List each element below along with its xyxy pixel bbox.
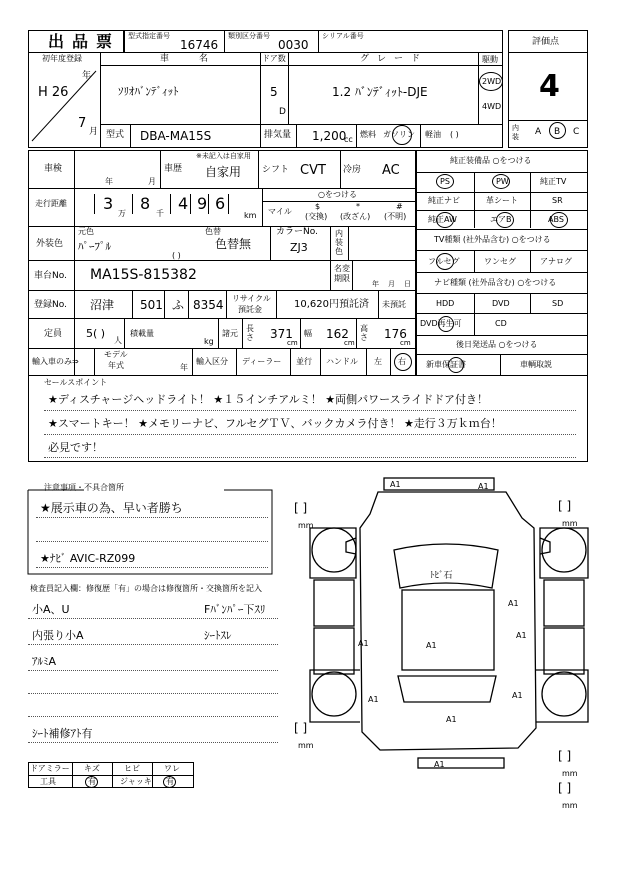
score-label: 評価点	[532, 37, 560, 47]
sales-line3: 必見です！	[48, 441, 103, 454]
legend-h0: ドアミラー	[30, 764, 70, 773]
equip-ps-circle	[436, 174, 454, 189]
navi-header: ナビ種類 (社外品含む) ○をつける	[434, 278, 557, 287]
interior-label: 内装	[512, 124, 519, 141]
handle-right-circle	[394, 353, 412, 371]
mileage-d3: 4	[178, 194, 189, 213]
legend-h3: ワレ	[164, 764, 180, 773]
name-change-year: 年	[372, 280, 379, 288]
damage-mark-rear: A1	[446, 715, 457, 724]
equip-leather: 革シート	[486, 196, 518, 205]
interior-b-circle	[549, 122, 566, 139]
fuel-gasoline: ガソリン	[383, 130, 415, 139]
handle-right: 右	[398, 357, 406, 366]
interior-b: B	[554, 127, 561, 137]
first-reg-year-unit: 年	[82, 71, 92, 81]
import-year-unit: 年	[180, 363, 188, 372]
mileage-opt-exchange-sym: $	[315, 202, 321, 211]
tv-fullseg: フルセグ	[428, 257, 460, 266]
ruibetsu-value: 0030	[278, 38, 309, 52]
interior-c: C	[573, 127, 580, 137]
tv-header: TV種類 (社外品含む) ○をつける	[434, 235, 551, 244]
color-no-label: カラーNo.	[276, 227, 318, 237]
doors-value: 5	[270, 85, 278, 99]
length-value: 371	[270, 327, 293, 341]
form-title: 出品票	[48, 32, 121, 51]
mm-bracket-rl: [ ]	[294, 721, 308, 735]
color-current-label: 色替	[205, 227, 221, 236]
recycle-label2: 預託金	[238, 305, 262, 314]
import-kubun-label: 輸入区分	[196, 357, 228, 366]
width-value: 162	[326, 327, 349, 341]
equip-abs: ABS	[548, 215, 564, 224]
height-label: 高さ	[360, 324, 368, 342]
model-label: 型式	[106, 130, 125, 140]
import-model-year1: モデル	[104, 350, 128, 359]
handle-left: 左	[374, 357, 382, 366]
damage-mark-roof: A1	[426, 641, 437, 650]
fuel-other: ( )	[450, 130, 459, 139]
mileage-d4: 9	[197, 194, 208, 213]
inspector-l1-right: Fﾊﾞﾝﾊﾟｰ下ｽﾘ	[204, 603, 266, 616]
tv-analog: アナログ	[540, 257, 572, 266]
car-name-label: 車名	[160, 54, 239, 64]
mileage-man: 万	[118, 209, 126, 218]
drive-4wd: 4WD	[482, 102, 502, 111]
first-reg-month-unit: 月	[89, 127, 99, 137]
fuel-diesel: 軽油	[425, 130, 441, 139]
shaken-month-unit: 月	[148, 177, 156, 186]
history-note: ※未記入は自家用	[196, 152, 251, 160]
grade-label: グレード	[360, 54, 429, 64]
inspector-l2-right: ｼｰﾄｽﾚ	[204, 629, 232, 642]
car-diagram	[286, 470, 596, 810]
plate-label: 登録No.	[34, 300, 67, 310]
mileage-opt-unknown: (不明)	[384, 212, 407, 221]
recycle-status: 未預託	[382, 300, 406, 309]
import-parallel: 並行	[296, 357, 312, 366]
equip-sr: SR	[552, 196, 563, 205]
damage-mark-left-door: A1	[358, 639, 369, 648]
damage-mark-right-rear: A1	[512, 691, 523, 700]
mileage-opt-altered-sym: *	[356, 202, 360, 211]
mileage-d2: 8	[140, 194, 151, 213]
color-orig-value: ﾊﾟｰﾌﾟﾙ	[78, 240, 111, 253]
sales-line1: ★ディスチャージヘッドライト！ ★１５インチアルミ！ ★両側パワースライドドア付き！	[48, 393, 488, 406]
inspector-l3-left: ｱﾙﾐA	[32, 655, 57, 668]
first-reg-label: 初年度登録	[42, 54, 82, 63]
mm-label-fl: mm	[298, 521, 314, 530]
legend-r3: 有	[166, 777, 174, 786]
cooler-value: AC	[382, 163, 400, 178]
mileage-opt-exchange: (交換)	[305, 212, 328, 221]
mileage-d1: 3	[103, 194, 114, 213]
name-change-month: 月	[388, 280, 395, 288]
mm-label-rr: mm	[562, 769, 578, 778]
damage-mark-left-rear: A1	[368, 695, 379, 704]
tv-oneseg: ワンセグ	[484, 257, 516, 266]
capacity-value: 5( )	[86, 327, 106, 340]
legend-h1: キズ	[84, 764, 100, 773]
katashiki-label: 型式指定番号	[128, 32, 170, 40]
sales-line2: ★スマートキー！ ★メモリーナビ、フルセグＴＶ、バックカメラ付き！ ★走行３万ｋｍ台！	[48, 417, 502, 430]
mileage-label: 走行距離	[35, 199, 67, 208]
docs-header: 後日発送品 ○をつける	[456, 340, 538, 349]
damage-mark-front-left: A1	[390, 480, 401, 489]
doors-type: D	[279, 107, 286, 117]
inspector-l6-left: ｼｰﾄ補修ｱﾄ有	[32, 727, 93, 740]
drive-2wd: 2WD	[482, 77, 502, 86]
mm-label-rl: mm	[298, 741, 314, 750]
capacity-label: 定員	[44, 329, 63, 339]
score-value: 4	[539, 69, 560, 104]
cooler-label: 冷房	[343, 165, 362, 175]
legend-tool-circle	[85, 776, 98, 788]
mileage-sen: 千	[156, 209, 164, 218]
damage-mark-right-door: A1	[508, 599, 519, 608]
shaken-label: 車検	[44, 164, 63, 174]
mileage-opt-altered: (改ざん)	[340, 212, 371, 221]
inner-color-label: 内装色	[335, 229, 343, 256]
tv-fullseg-circle	[436, 253, 454, 270]
first-reg-month: 7	[78, 116, 87, 131]
color-current-value: 色替無	[215, 237, 252, 251]
legend-r0: 工具	[40, 777, 56, 786]
notes-line3: ★ﾅﾋﾞ AVIC-RZ099	[40, 552, 136, 565]
docs-warranty: 新車保証書	[426, 360, 466, 369]
equip-airbag: エアB	[490, 215, 512, 224]
load-label: 積載量	[130, 329, 154, 338]
name-change-label: 名変期限	[334, 264, 350, 283]
mileage-opts-header: ○をつける	[318, 190, 357, 199]
navi-dvd: DVD	[492, 299, 510, 308]
mileage-opt-mile: マイル	[268, 207, 292, 216]
mileage-d5: 6	[215, 194, 226, 213]
windshield-note: ﾄﾋﾞ石	[430, 571, 453, 581]
damage-mark-rear-bumper: A1	[434, 760, 445, 769]
ruibetsu-label: 類別区分番号	[228, 32, 270, 40]
notes-line1: ★展示車の為、早い者勝ち	[40, 501, 183, 515]
mm-bracket-fr: [ ]	[558, 499, 572, 513]
capacity-unit: 人	[114, 336, 122, 345]
displacement-label: 排気量	[264, 130, 292, 140]
name-change-day: 日	[404, 280, 411, 288]
navi-hdd: HDD	[436, 299, 455, 308]
height-unit: cm	[400, 339, 411, 347]
doors-label: ドア数	[262, 54, 286, 63]
mm-bracket-fl: [ ]	[294, 501, 308, 515]
navi-cd: CD	[495, 319, 507, 328]
drive-2wd-circle	[479, 72, 503, 91]
legend-jack-circle	[163, 776, 176, 788]
legend-h2: ヒビ	[124, 764, 140, 773]
navi-dvdplay: DVD再生可	[420, 319, 462, 328]
equip-aw: 純正AW	[428, 215, 457, 224]
history-label: 車歴	[164, 164, 183, 174]
recycle-label1: リサイクル	[232, 294, 271, 303]
displacement-value: 1,200	[312, 129, 347, 143]
serial-label: シリアル番号	[322, 32, 364, 40]
load-unit: kg	[204, 337, 214, 346]
shaken-year-unit: 年	[105, 177, 113, 186]
first-reg-era: H 26	[38, 85, 69, 100]
damage-mark-front-right: A1	[478, 482, 489, 491]
mm-bracket-rr: [ ]	[558, 749, 572, 763]
sales-label: セールスポイント	[44, 378, 108, 387]
inspector-label: 検査員記入欄：修復歴「有」の場合は修復箇所・交換箇所を記入	[30, 584, 262, 593]
length-unit: cm	[287, 339, 298, 347]
shift-label: シフト	[262, 165, 290, 175]
import-model-year2: 年式	[108, 361, 124, 370]
color-orig-label: 元色	[78, 227, 94, 236]
mm-label-rear: mm	[562, 801, 578, 810]
equip-pw-circle	[492, 174, 510, 189]
history-value: 自家用	[205, 165, 242, 179]
model-value: DBA-MA15S	[140, 129, 212, 143]
color-no-value: ZJ3	[290, 241, 308, 254]
color-label: 外装色	[36, 239, 64, 249]
equip-navi: 純正ナビ	[428, 196, 460, 205]
equip-aw-circle	[436, 212, 454, 228]
grade-value: 1.2 ﾊﾞﾝﾃﾞｨｯﾄ-DJE	[332, 85, 428, 99]
import-dealer: ディーラー	[242, 357, 282, 366]
plate-kana: ふ	[172, 298, 185, 312]
dims-label: 諸元	[222, 329, 238, 338]
navi-sd: SD	[552, 299, 564, 308]
fuel-label: 燃料	[360, 130, 376, 139]
mileage-opt-unknown-sym: #	[396, 202, 403, 211]
equipment-header: 純正装備品 ○をつける	[450, 156, 532, 165]
fuel-circle	[392, 125, 412, 145]
color-paren: ( )	[172, 251, 181, 260]
equip-airbag-circle	[496, 212, 514, 228]
chassis-value: MA15S-815382	[90, 267, 197, 283]
legend-r2: ジャッキ	[120, 777, 152, 786]
recycle-value: 10,620円預託済	[294, 299, 369, 310]
docs-warranty-circle	[448, 357, 464, 373]
navi-dvdplay-circle	[438, 316, 454, 332]
inspector-l1-left: 小A、U	[32, 603, 70, 616]
mm-bracket-rear: [ ]	[558, 781, 572, 795]
mm-label-fr: mm	[562, 519, 578, 528]
interior-a: A	[535, 127, 542, 137]
notes-label: 注意事項・不具合箇所	[44, 483, 124, 492]
equip-abs-circle	[550, 212, 568, 228]
chassis-label: 車台No.	[34, 271, 67, 281]
import-label: 輸入車のみ⇒	[32, 357, 79, 366]
mileage-unit: km	[244, 211, 257, 220]
plate-class: 501	[140, 298, 163, 312]
legend-r1: 有	[88, 777, 96, 786]
car-name-value: ｿﾘｵﾊﾞﾝﾃﾞｨｯﾄ	[118, 85, 179, 98]
equip-pw: PW	[496, 177, 509, 186]
plate-area: 沼津	[90, 298, 115, 312]
height-value: 176	[384, 327, 407, 341]
drive-label: 駆動	[482, 55, 498, 64]
shift-value: CVT	[300, 163, 326, 178]
width-unit: cm	[344, 339, 355, 347]
plate-number: 8354	[193, 298, 224, 312]
equip-ps: PS	[440, 177, 450, 186]
katashiki-value: 16746	[180, 38, 219, 52]
damage-mark-right-rear-door: A1	[516, 631, 527, 640]
inspector-l2-left: 内張り小A	[32, 629, 84, 642]
width-label: 幅	[304, 329, 312, 338]
docs-manual: 車輌取説	[520, 360, 552, 369]
equip-tv: 純正TV	[540, 177, 567, 186]
length-label: 長さ	[246, 324, 254, 342]
displacement-unit: cc	[344, 135, 353, 144]
handle-label: ハンドル	[326, 357, 358, 366]
